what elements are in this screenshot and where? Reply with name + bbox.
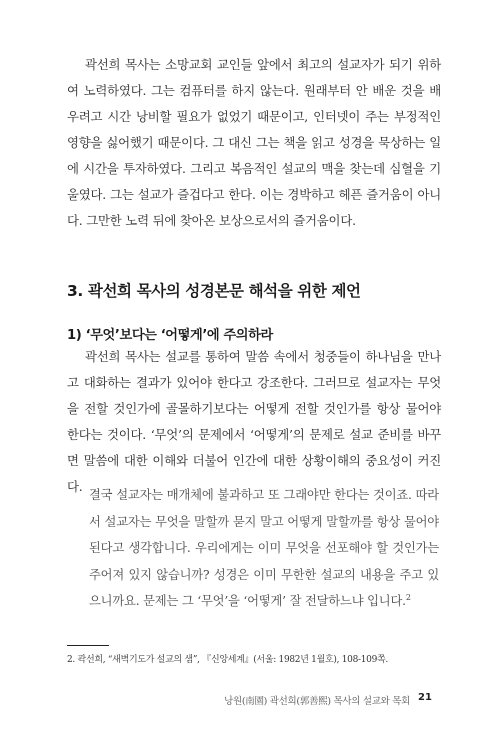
- block-quote: [89, 482, 439, 615]
- subsection-heading: 1) ‘무엇’보다는 ‘어떻게’에 주의하라: [67, 328, 273, 343]
- page-number: 21: [418, 692, 432, 703]
- running-footer-title: 낭원(南園) 곽선희(郭善熙) 목사의 설교와 목회: [224, 696, 410, 707]
- footnote-reference[interactable]: 2: [405, 592, 411, 602]
- quote-text: 결국 설교자는 매개체에 불과하고 또 그래야만 한다는 것이죠. 따라서 설교자는 무엇을 말할까 묻지 말고 어떻게 말할까를 항상 물어야 된다고 생각합니다. 우리에게는 이미 무엇을 선포해야 할 것인가는 주어져 있지 않습니까? 성경은 이미 무한한 설교의 내용을 주고 있으니까요. 문제는 그 ‘무엇’을 ‘어떻게’ 잘 전달하느냐 입니다.: [89, 488, 439, 608]
- footnote-divider: [67, 645, 109, 646]
- body-paragraph-2: 곽선희 목사는 설교를 통하여 말씀 속에서 청중들이 하나님을 만나고 대화하는 결과가 있어야 한다고 강조한다. 그러므로 설교자는 무엇을 전할 것인가에 골몰하기보다는 어떻게 전할 것인가를 항상 물어야 한다는 것이다. ‘무엇’의 문제에서 ‘어떻게’의 문제로 설교 준비를 바꾸면 말씀에 대한 이해와 더불어 인간에 대한 상황이해의 중요성이 커진다.: [67, 349, 441, 494]
- section-heading: 3. 곽선희 목사의 성경본문 해석을 위한 제언: [67, 282, 361, 300]
- body-paragraph-1: 곽선희 목사는 소망교회 교인들 앞에서 최고의 설교자가 되기 위하여 노력하였다. 그는 컴퓨터를 하지 않는다. 원래부터 안 배운 것을 배우려고 시간 낭비할 필요가 없었기 때문이고, 인터넷이 주는 부정적인 영향을 싫어했기 때문이다. 그 대신 그는 책을 읽고 성경을 묵상하는 일에 시간을 투자하였다. 그리고 복음적인 설교의 맥을 찾는데 심혈을 기울였다. 그는 설교가 즐겁다고 한다. 이는 경박하고 헤픈 즐거움이 아니다. 그만한 노력 뒤에 찾아온 보상으로서의 즐거움이다.: [67, 57, 441, 228]
- footnote-text: 2. 곽선희, “새벽기도가 설교의 샘”, 『신앙세계』(서울: 1982년 1월호), 108-109쪽.: [67, 655, 388, 665]
